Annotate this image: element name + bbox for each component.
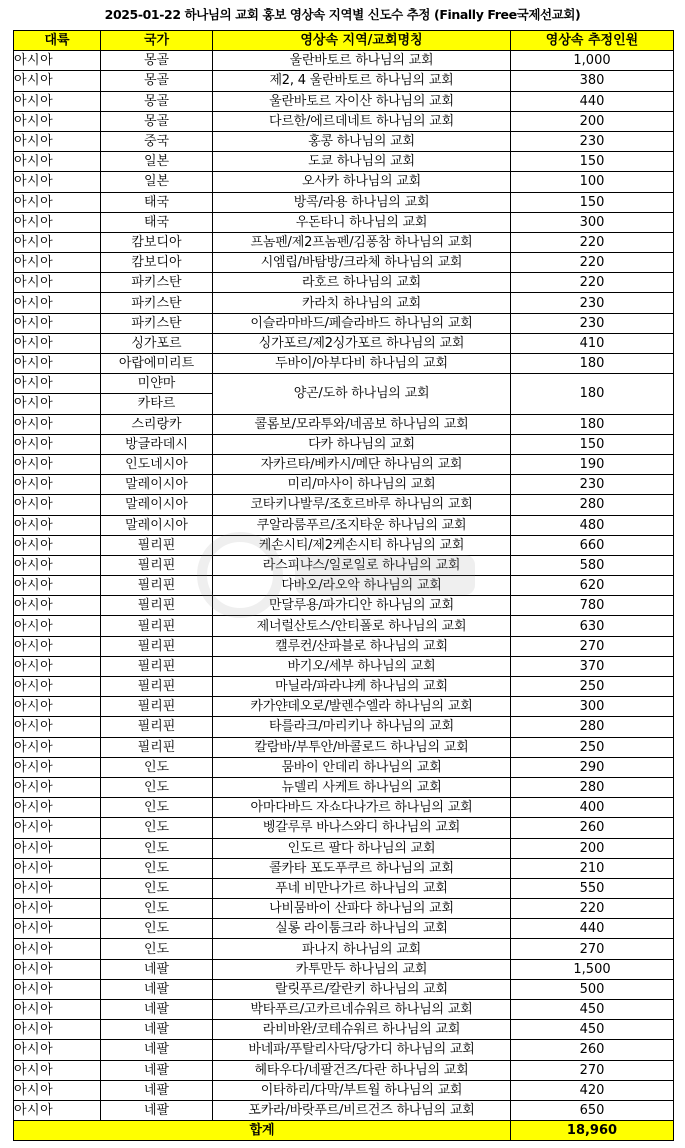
- country-cell: 캄보디아: [101, 232, 213, 252]
- count-cell: 200: [511, 838, 674, 858]
- header-count: 영상속 추정인원: [511, 31, 674, 51]
- church-cell-merged: 양곤/도하 하나님의 교회: [213, 374, 511, 414]
- church-cell: 프놈펜/제2프놈펜/김퐁참 하나님의 교회: [213, 232, 511, 252]
- table-row: [14, 878, 674, 898]
- count-cell: 480: [511, 515, 674, 535]
- count-cell: 270: [511, 1060, 674, 1080]
- table-row: [14, 253, 674, 273]
- continent-cell: 아시아: [14, 454, 101, 474]
- country-cell: 말레이시아: [101, 495, 213, 515]
- church-cell: 바네파/푸탈리사닥/당가디 하나님의 교회: [213, 1040, 511, 1060]
- country-cell: 필리핀: [101, 697, 213, 717]
- table-row: [14, 616, 674, 636]
- country-cell: 필리핀: [101, 737, 213, 757]
- church-cell: 카라치 하나님의 교회: [213, 293, 511, 313]
- continent-cell: 아시아: [14, 798, 101, 818]
- church-cell: 다르한/에르데네트 하나님의 교회: [213, 111, 511, 131]
- continent-cell: 아시아: [14, 858, 101, 878]
- continent-cell: 아시아: [14, 71, 101, 91]
- country-cell: 네팔: [101, 1000, 213, 1020]
- church-cell: 인도르 팔다 하나님의 교회: [213, 838, 511, 858]
- table-row: [14, 757, 674, 777]
- church-cell: 아마다바드 자쇼다나가르 하나님의 교회: [213, 798, 511, 818]
- header-continent: 대륙: [14, 31, 101, 51]
- table-row: [14, 152, 674, 172]
- count-cell: 290: [511, 757, 674, 777]
- church-cell: 싱가포르/제2싱가포르 하나님의 교회: [213, 333, 511, 353]
- church-cell: 포카라/바랏푸르/비르건즈 하나님의 교회: [213, 1100, 511, 1120]
- total-row: [14, 1121, 674, 1141]
- church-cell: 제너럴산토스/안티폴로 하나님의 교회: [213, 616, 511, 636]
- church-cell: 캘루컨/산파블로 하나님의 교회: [213, 636, 511, 656]
- church-cell: 시엠립/바탐방/크라체 하나님의 교회: [213, 253, 511, 273]
- country-cell: 파키스탄: [101, 293, 213, 313]
- church-cell: 라비바완/코테슈워르 하나님의 교회: [213, 1020, 511, 1040]
- continent-cell: 아시아: [14, 737, 101, 757]
- table-row: [14, 111, 674, 131]
- country-cell: 네팔: [101, 1100, 213, 1120]
- continent-cell: 아시아: [14, 939, 101, 959]
- continent-cell: 아시아: [14, 878, 101, 898]
- church-cell: 울란바토르 하나님의 교회: [213, 51, 511, 71]
- church-cell: 파나지 하나님의 교회: [213, 939, 511, 959]
- continent-cell: 아시아: [14, 777, 101, 797]
- church-cell: 랄릿푸르/칼란키 하나님의 교회: [213, 979, 511, 999]
- church-cell: 오사카 하나님의 교회: [213, 172, 511, 192]
- continent-cell: 아시아: [14, 616, 101, 636]
- count-cell: 230: [511, 131, 674, 151]
- count-cell: 260: [511, 818, 674, 838]
- table-row: [14, 131, 674, 151]
- table-row: [14, 818, 674, 838]
- continent-cell: 아시아: [14, 899, 101, 919]
- country-cell: 네팔: [101, 1080, 213, 1100]
- count-cell: 620: [511, 576, 674, 596]
- church-cell: 자카르타/베카시/메단 하나님의 교회: [213, 454, 511, 474]
- continent-cell: 아시아: [14, 434, 101, 454]
- count-cell: 370: [511, 656, 674, 676]
- count-cell: 660: [511, 535, 674, 555]
- country-cell: 일본: [101, 152, 213, 172]
- count-cell: 500: [511, 979, 674, 999]
- count-cell: 450: [511, 1020, 674, 1040]
- continent-cell: 아시아: [14, 656, 101, 676]
- church-cell: 쿠알라룸푸르/조지타운 하나님의 교회: [213, 515, 511, 535]
- country-cell: 필리핀: [101, 596, 213, 616]
- count-cell: 250: [511, 677, 674, 697]
- country-cell: 카타르: [101, 394, 213, 414]
- continent-cell: 아시아: [14, 757, 101, 777]
- church-cell: 라호르 하나님의 교회: [213, 273, 511, 293]
- table-row: [14, 313, 674, 333]
- table-row: [14, 1040, 674, 1060]
- count-cell: 650: [511, 1100, 674, 1120]
- church-cell: 카투만두 하나님의 교회: [213, 959, 511, 979]
- table-row: [14, 232, 674, 252]
- table-row: [14, 576, 674, 596]
- count-cell: 380: [511, 71, 674, 91]
- church-cell: 뭄바이 안데리 하나님의 교회: [213, 757, 511, 777]
- church-cell: 케손시티/제2케손시티 하나님의 교회: [213, 535, 511, 555]
- total-count: 18,960: [511, 1121, 674, 1141]
- country-cell: 방글라데시: [101, 434, 213, 454]
- count-cell: 190: [511, 454, 674, 474]
- table-row: [14, 515, 674, 535]
- country-cell: 인도: [101, 939, 213, 959]
- count-cell: 100: [511, 172, 674, 192]
- count-cell: 220: [511, 899, 674, 919]
- header-row: [14, 31, 674, 51]
- table-row: [14, 1060, 674, 1080]
- continent-cell: 아시아: [14, 636, 101, 656]
- continent-cell: 아시아: [14, 1060, 101, 1080]
- table-row: [14, 636, 674, 656]
- table-row: [14, 858, 674, 878]
- count-cell: 630: [511, 616, 674, 636]
- church-cell: 헤타우다/네팔건즈/다란 하나님의 교회: [213, 1060, 511, 1080]
- table-row: [14, 838, 674, 858]
- country-cell: 인도: [101, 818, 213, 838]
- church-cell: 푸네 비만나가르 하나님의 교회: [213, 878, 511, 898]
- church-cell: 다바오/라오악 하나님의 교회: [213, 576, 511, 596]
- country-cell: 몽골: [101, 71, 213, 91]
- continent-cell: 아시아: [14, 131, 101, 151]
- continent-cell: 아시아: [14, 232, 101, 252]
- country-cell: 필리핀: [101, 535, 213, 555]
- table-row: [14, 677, 674, 697]
- country-cell: 필리핀: [101, 656, 213, 676]
- church-cell: 콜롬보/모라투와/네곰보 하나님의 교회: [213, 414, 511, 434]
- continent-cell: 아시아: [14, 253, 101, 273]
- table-row: [14, 454, 674, 474]
- church-cell: 칼람바/부투안/바콜로드 하나님의 교회: [213, 737, 511, 757]
- church-cell: 홍콩 하나님의 교회: [213, 131, 511, 151]
- church-cell: 코타키나발루/조호르바루 하나님의 교회: [213, 495, 511, 515]
- table-row: [14, 71, 674, 91]
- count-cell: 300: [511, 212, 674, 232]
- church-cell: 도쿄 하나님의 교회: [213, 152, 511, 172]
- church-cell: 이슬라마바드/페슬라바드 하나님의 교회: [213, 313, 511, 333]
- country-cell: 아랍에미리트: [101, 354, 213, 374]
- table-row: [14, 51, 674, 71]
- continent-cell: 아시아: [14, 717, 101, 737]
- table-row: [14, 596, 674, 616]
- count-cell: 580: [511, 555, 674, 575]
- continent-cell: 아시아: [14, 697, 101, 717]
- continent-cell: 아시아: [14, 1040, 101, 1060]
- table-row: [14, 697, 674, 717]
- continent-cell: 아시아: [14, 495, 101, 515]
- table-row: [14, 737, 674, 757]
- count-cell: 280: [511, 717, 674, 737]
- continent-cell: 아시아: [14, 818, 101, 838]
- continent-cell: 아시아: [14, 333, 101, 353]
- continent-cell: 아시아: [14, 152, 101, 172]
- church-cell: 벵갈루루 바나스와디 하나님의 교회: [213, 818, 511, 838]
- table-body: [14, 51, 674, 1141]
- country-cell: 인도: [101, 919, 213, 939]
- count-cell: 780: [511, 596, 674, 616]
- continent-cell: 아시아: [14, 51, 101, 71]
- table-row: [14, 777, 674, 797]
- count-cell: 260: [511, 1040, 674, 1060]
- table-row: [14, 919, 674, 939]
- table-row: [14, 1080, 674, 1100]
- continent-cell: 아시아: [14, 979, 101, 999]
- church-cell: 방콕/라용 하나님의 교회: [213, 192, 511, 212]
- continent-cell: 아시아: [14, 1100, 101, 1120]
- country-cell: 인도네시아: [101, 454, 213, 474]
- table-row: [14, 495, 674, 515]
- continent-cell: 아시아: [14, 394, 101, 414]
- continent-cell: 아시아: [14, 273, 101, 293]
- table-row: [14, 172, 674, 192]
- country-cell: 인도: [101, 858, 213, 878]
- table-row: [14, 91, 674, 111]
- count-cell: 280: [511, 777, 674, 797]
- continent-cell: 아시아: [14, 293, 101, 313]
- church-cell: 나비뭄바이 산파다 하나님의 교회: [213, 899, 511, 919]
- church-cell: 미리/마사이 하나님의 교회: [213, 475, 511, 495]
- table-row: [14, 1100, 674, 1120]
- count-cell: 550: [511, 878, 674, 898]
- count-cell: 210: [511, 858, 674, 878]
- country-cell: 말레이시아: [101, 475, 213, 495]
- table-row: [14, 798, 674, 818]
- table-row: [14, 535, 674, 555]
- country-cell: 몽골: [101, 91, 213, 111]
- country-cell: 캄보디아: [101, 253, 213, 273]
- count-cell: 200: [511, 111, 674, 131]
- continent-cell: 아시아: [14, 1020, 101, 1040]
- count-cell: 230: [511, 293, 674, 313]
- table-row: [14, 656, 674, 676]
- church-cell: 카가얀데오로/발렌수엘라 하나님의 교회: [213, 697, 511, 717]
- count-cell: 150: [511, 434, 674, 454]
- continent-cell: 아시아: [14, 959, 101, 979]
- church-cell: 이타하리/다막/부트월 하나님의 교회: [213, 1080, 511, 1100]
- count-cell: 440: [511, 91, 674, 111]
- country-cell: 인도: [101, 777, 213, 797]
- count-cell: 230: [511, 475, 674, 495]
- continent-cell: 아시아: [14, 475, 101, 495]
- table-row: [14, 899, 674, 919]
- church-cell: 바기오/세부 하나님의 교회: [213, 656, 511, 676]
- count-cell: 410: [511, 333, 674, 353]
- count-cell-merged: 180: [511, 374, 674, 414]
- country-cell: 파키스탄: [101, 313, 213, 333]
- table-row: [14, 414, 674, 434]
- church-cell: 뉴델리 사케트 하나님의 교회: [213, 777, 511, 797]
- country-cell: 파키스탄: [101, 273, 213, 293]
- count-cell: 1,000: [511, 51, 674, 71]
- country-cell: 인도: [101, 757, 213, 777]
- country-cell: 네팔: [101, 1040, 213, 1060]
- sheet-title: 2025-01-22 하나님의 교회 홍보 영상속 지역별 신도수 추정 (Finally Free국제선교회): [104, 7, 581, 22]
- count-cell: 220: [511, 273, 674, 293]
- church-table: [13, 30, 674, 1141]
- country-cell: 네팔: [101, 1060, 213, 1080]
- count-cell: 1,500: [511, 959, 674, 979]
- country-cell: 필리핀: [101, 616, 213, 636]
- header-country: 국가: [101, 31, 213, 51]
- church-cell: 실롱 라이툼크라 하나님의 교회: [213, 919, 511, 939]
- country-cell: 네팔: [101, 979, 213, 999]
- continent-cell: 아시아: [14, 354, 101, 374]
- country-cell: 일본: [101, 172, 213, 192]
- continent-cell: 아시아: [14, 192, 101, 212]
- count-cell: 150: [511, 152, 674, 172]
- country-cell: 필리핀: [101, 636, 213, 656]
- table-row: [14, 354, 674, 374]
- header-church: 영상속 지역/교회명칭: [213, 31, 511, 51]
- church-cell: 두바이/아부다비 하나님의 교회: [213, 354, 511, 374]
- continent-cell: 아시아: [14, 1000, 101, 1020]
- count-cell: 180: [511, 414, 674, 434]
- country-cell: 싱가포르: [101, 333, 213, 353]
- church-cell: 울란바토르 자이산 하나님의 교회: [213, 91, 511, 111]
- table-row: [14, 959, 674, 979]
- continent-cell: 아시아: [14, 111, 101, 131]
- country-cell: 인도: [101, 838, 213, 858]
- count-cell: 400: [511, 798, 674, 818]
- country-cell: 필리핀: [101, 677, 213, 697]
- table-row: [14, 434, 674, 454]
- country-cell: 태국: [101, 212, 213, 232]
- table-row: [14, 475, 674, 495]
- table-row: [14, 1020, 674, 1040]
- count-cell: 270: [511, 939, 674, 959]
- count-cell: 450: [511, 1000, 674, 1020]
- church-cell: 마닐라/파라냐케 하나님의 교회: [213, 677, 511, 697]
- table-row: [14, 192, 674, 212]
- country-cell: 스리랑카: [101, 414, 213, 434]
- count-cell: 230: [511, 313, 674, 333]
- continent-cell: 아시아: [14, 1080, 101, 1100]
- continent-cell: 아시아: [14, 91, 101, 111]
- continent-cell: 아시아: [14, 555, 101, 575]
- country-cell: 중국: [101, 131, 213, 151]
- church-cell: 다카 하나님의 교회: [213, 434, 511, 454]
- continent-cell: 아시아: [14, 535, 101, 555]
- church-cell: 우돈타니 하나님의 교회: [213, 212, 511, 232]
- table-row: [14, 1000, 674, 1020]
- count-cell: 250: [511, 737, 674, 757]
- continent-cell: 아시아: [14, 919, 101, 939]
- continent-cell: 아시아: [14, 374, 101, 394]
- count-cell: 300: [511, 697, 674, 717]
- continent-cell: 아시아: [14, 838, 101, 858]
- table-row: [14, 979, 674, 999]
- country-cell: 필리핀: [101, 717, 213, 737]
- country-cell: 인도: [101, 878, 213, 898]
- table-row: [14, 717, 674, 737]
- continent-cell: 아시아: [14, 414, 101, 434]
- continent-cell: 아시아: [14, 313, 101, 333]
- church-cell: 타를라크/마리키나 하나님의 교회: [213, 717, 511, 737]
- count-cell: 420: [511, 1080, 674, 1100]
- country-cell: 필리핀: [101, 555, 213, 575]
- church-cell: 박타푸르/고카르네슈워르 하나님의 교회: [213, 1000, 511, 1020]
- table-row: [14, 293, 674, 313]
- country-cell: 네팔: [101, 1020, 213, 1040]
- continent-cell: 아시아: [14, 212, 101, 232]
- table-row: [14, 939, 674, 959]
- church-cell: 콜카타 포도푸쿠르 하나님의 교회: [213, 858, 511, 878]
- table-row: [14, 212, 674, 232]
- continent-cell: 아시아: [14, 515, 101, 535]
- country-cell: 미얀마: [101, 374, 213, 394]
- table-row: [14, 374, 674, 394]
- country-cell: 인도: [101, 899, 213, 919]
- church-cell: 만달루용/파가디안 하나님의 교회: [213, 596, 511, 616]
- church-cell: 제2, 4 울란바토르 하나님의 교회: [213, 71, 511, 91]
- country-cell: 몽골: [101, 51, 213, 71]
- continent-cell: 아시아: [14, 576, 101, 596]
- count-cell: 150: [511, 192, 674, 212]
- country-cell: 몽골: [101, 111, 213, 131]
- count-cell: 270: [511, 636, 674, 656]
- table-row: [14, 273, 674, 293]
- table-row: [14, 333, 674, 353]
- count-cell: 220: [511, 253, 674, 273]
- country-cell: 필리핀: [101, 576, 213, 596]
- count-cell: 280: [511, 495, 674, 515]
- continent-cell: 아시아: [14, 172, 101, 192]
- country-cell: 말레이시아: [101, 515, 213, 535]
- count-cell: 220: [511, 232, 674, 252]
- church-cell: 라스피냐스/일로일로 하나님의 교회: [213, 555, 511, 575]
- total-label: 합계: [14, 1121, 511, 1141]
- country-cell: 인도: [101, 798, 213, 818]
- country-cell: 네팔: [101, 959, 213, 979]
- continent-cell: 아시아: [14, 596, 101, 616]
- count-cell: 180: [511, 354, 674, 374]
- count-cell: 440: [511, 919, 674, 939]
- table-row: [14, 555, 674, 575]
- country-cell: 태국: [101, 192, 213, 212]
- continent-cell: 아시아: [14, 677, 101, 697]
